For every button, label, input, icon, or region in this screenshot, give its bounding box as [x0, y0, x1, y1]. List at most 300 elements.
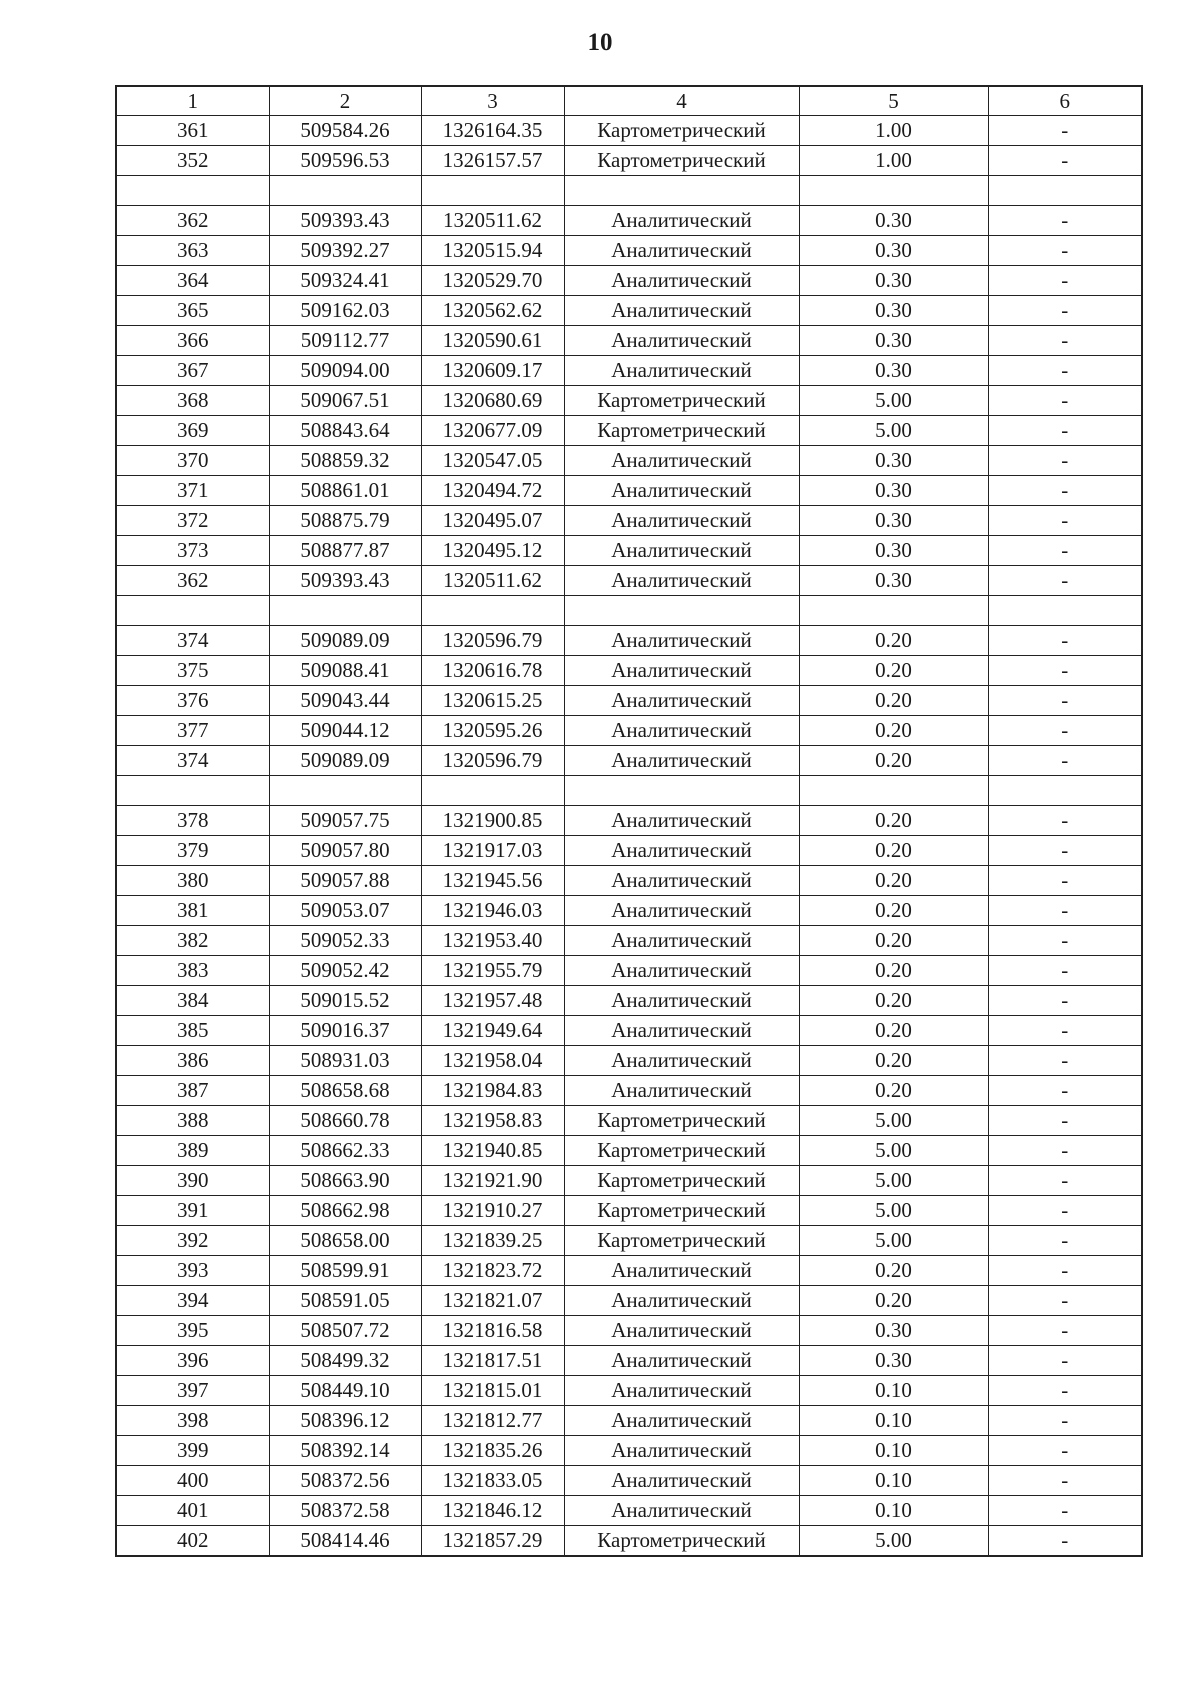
- table-cell: 384: [116, 986, 269, 1016]
- table-cell: 380: [116, 866, 269, 896]
- table-cell: 361: [116, 116, 269, 146]
- table-cell: 389: [116, 1136, 269, 1166]
- table-cell: 374: [116, 626, 269, 656]
- table-cell: -: [988, 296, 1142, 326]
- table-cell: 0.20: [799, 1016, 988, 1046]
- table-cell: -: [988, 236, 1142, 266]
- empty-cell: [116, 596, 269, 626]
- table-row: [116, 266, 1142, 296]
- table-cell: 1321945.56: [421, 866, 564, 896]
- table-cell: 508658.68: [269, 1076, 421, 1106]
- table-cell: 392: [116, 1226, 269, 1256]
- table-row: [116, 1166, 1142, 1196]
- table-cell: 0.20: [799, 686, 988, 716]
- table-cell: -: [988, 566, 1142, 596]
- table-cell: 399: [116, 1436, 269, 1466]
- table-cell: 377: [116, 716, 269, 746]
- table-cell: Аналитический: [564, 1046, 799, 1076]
- table-cell: 0.20: [799, 866, 988, 896]
- table-cell: 1321921.90: [421, 1166, 564, 1196]
- table-cell: 375: [116, 656, 269, 686]
- table-cell: Аналитический: [564, 986, 799, 1016]
- table-cell: 509089.09: [269, 626, 421, 656]
- table-cell: -: [988, 386, 1142, 416]
- table-cell: Аналитический: [564, 1016, 799, 1046]
- table-row: [116, 146, 1142, 176]
- header-cell: 5: [799, 86, 988, 116]
- table-row: [116, 1136, 1142, 1166]
- separator-row: [116, 596, 1142, 626]
- table-cell: 0.20: [799, 656, 988, 686]
- empty-cell: [564, 776, 799, 806]
- table-cell: 388: [116, 1106, 269, 1136]
- table-cell: 1320562.62: [421, 296, 564, 326]
- table-cell: -: [988, 626, 1142, 656]
- table-cell: Аналитический: [564, 266, 799, 296]
- table-cell: -: [988, 1136, 1142, 1166]
- table-cell: 381: [116, 896, 269, 926]
- table-cell: 1321821.07: [421, 1286, 564, 1316]
- table-row: [116, 296, 1142, 326]
- table-cell: 508663.90: [269, 1166, 421, 1196]
- table-cell: -: [988, 416, 1142, 446]
- table-cell: -: [988, 866, 1142, 896]
- table-row: [116, 836, 1142, 866]
- table-row: [116, 686, 1142, 716]
- table-cell: 5.00: [799, 1526, 988, 1557]
- table-cell: 365: [116, 296, 269, 326]
- table-row: [116, 1196, 1142, 1226]
- table-cell: 508599.91: [269, 1256, 421, 1286]
- table-cell: Аналитический: [564, 1406, 799, 1436]
- table-row: [116, 656, 1142, 686]
- table-cell: 1321946.03: [421, 896, 564, 926]
- table-cell: 390: [116, 1166, 269, 1196]
- table-cell: 387: [116, 1076, 269, 1106]
- table-cell: -: [988, 1466, 1142, 1496]
- table-cell: -: [988, 146, 1142, 176]
- table-row: [116, 926, 1142, 956]
- table-cell: 508372.56: [269, 1466, 421, 1496]
- table-row: [116, 1286, 1142, 1316]
- table-cell: 362: [116, 566, 269, 596]
- table-row: [116, 1046, 1142, 1076]
- table-cell: Аналитический: [564, 746, 799, 776]
- table-cell: 369: [116, 416, 269, 446]
- table-cell: 1321833.05: [421, 1466, 564, 1496]
- table-cell: 379: [116, 836, 269, 866]
- table-cell: Аналитический: [564, 926, 799, 956]
- header-cell: 1: [116, 86, 269, 116]
- table-cell: 1320495.07: [421, 506, 564, 536]
- table-cell: 1321815.01: [421, 1376, 564, 1406]
- header-cell: 4: [564, 86, 799, 116]
- table-cell: 509393.43: [269, 566, 421, 596]
- table-row: [116, 536, 1142, 566]
- table-cell: 1321823.72: [421, 1256, 564, 1286]
- table-cell: 401: [116, 1496, 269, 1526]
- table-cell: 372: [116, 506, 269, 536]
- table-cell: Аналитический: [564, 896, 799, 926]
- table-cell: 1321955.79: [421, 956, 564, 986]
- table-cell: 1321949.64: [421, 1016, 564, 1046]
- table-cell: Аналитический: [564, 686, 799, 716]
- table-cell: Картометрический: [564, 1136, 799, 1166]
- table-cell: -: [988, 1106, 1142, 1136]
- table-cell: 1321984.83: [421, 1076, 564, 1106]
- table-cell: 1320615.25: [421, 686, 564, 716]
- page-number: 10: [587, 29, 613, 56]
- table-cell: 1.00: [799, 146, 988, 176]
- table-cell: 363: [116, 236, 269, 266]
- table-cell: 1321812.77: [421, 1406, 564, 1436]
- table-cell: 1321816.58: [421, 1316, 564, 1346]
- table-cell: 0.20: [799, 986, 988, 1016]
- empty-cell: [269, 776, 421, 806]
- table-cell: 391: [116, 1196, 269, 1226]
- empty-cell: [116, 776, 269, 806]
- table-cell: 1321835.26: [421, 1436, 564, 1466]
- table-cell: 1321953.40: [421, 926, 564, 956]
- table-cell: 508859.32: [269, 446, 421, 476]
- table-cell: Картометрический: [564, 416, 799, 446]
- table-row: [116, 1316, 1142, 1346]
- table-cell: Аналитический: [564, 1496, 799, 1526]
- table-cell: 1321857.29: [421, 1526, 564, 1557]
- table-cell: Аналитический: [564, 1436, 799, 1466]
- table-cell: 400: [116, 1466, 269, 1496]
- table-cell: Картометрический: [564, 116, 799, 146]
- table-cell: 509162.03: [269, 296, 421, 326]
- table-cell: 509016.37: [269, 1016, 421, 1046]
- table-cell: 0.20: [799, 896, 988, 926]
- table-cell: 1320677.09: [421, 416, 564, 446]
- table-cell: 371: [116, 476, 269, 506]
- table-row: [116, 236, 1142, 266]
- table-cell: 508414.46: [269, 1526, 421, 1557]
- table-cell: 508499.32: [269, 1346, 421, 1376]
- table-cell: Картометрический: [564, 1106, 799, 1136]
- table-cell: 508877.87: [269, 536, 421, 566]
- table-cell: 0.20: [799, 1256, 988, 1286]
- table-cell: Аналитический: [564, 806, 799, 836]
- table-cell: 508372.58: [269, 1496, 421, 1526]
- table-cell: 367: [116, 356, 269, 386]
- table-cell: 1320596.79: [421, 746, 564, 776]
- table-cell: 0.20: [799, 746, 988, 776]
- table-cell: -: [988, 1526, 1142, 1557]
- table-cell: -: [988, 476, 1142, 506]
- table-cell: 508591.05: [269, 1286, 421, 1316]
- table-cell: 509015.52: [269, 986, 421, 1016]
- table-cell: Картометрический: [564, 1526, 799, 1557]
- table-cell: Картометрический: [564, 386, 799, 416]
- table-cell: 508875.79: [269, 506, 421, 536]
- table-cell: 0.30: [799, 536, 988, 566]
- table-cell: 1320529.70: [421, 266, 564, 296]
- table-cell: Аналитический: [564, 1076, 799, 1106]
- table-cell: Аналитический: [564, 626, 799, 656]
- table-cell: 1321958.83: [421, 1106, 564, 1136]
- table-cell: 1321900.85: [421, 806, 564, 836]
- table-cell: 362: [116, 206, 269, 236]
- table-cell: -: [988, 1436, 1142, 1466]
- table-cell: Аналитический: [564, 1376, 799, 1406]
- table-cell: 508658.00: [269, 1226, 421, 1256]
- table-row: [116, 326, 1142, 356]
- empty-cell: [269, 176, 421, 206]
- table-cell: 509088.41: [269, 656, 421, 686]
- table-cell: 1320595.26: [421, 716, 564, 746]
- table-cell: -: [988, 1406, 1142, 1436]
- table-cell: 1326164.35: [421, 116, 564, 146]
- table-cell: 0.30: [799, 206, 988, 236]
- empty-cell: [988, 596, 1142, 626]
- table-cell: -: [988, 686, 1142, 716]
- separator-row: [116, 776, 1142, 806]
- table-cell: 366: [116, 326, 269, 356]
- table-cell: 509596.53: [269, 146, 421, 176]
- table-cell: -: [988, 956, 1142, 986]
- table-cell: 0.30: [799, 446, 988, 476]
- table-cell: Аналитический: [564, 446, 799, 476]
- table-cell: 396: [116, 1346, 269, 1376]
- table-cell: -: [988, 356, 1142, 386]
- table-cell: 373: [116, 536, 269, 566]
- table-cell: 1320495.12: [421, 536, 564, 566]
- table-cell: 1320609.17: [421, 356, 564, 386]
- table-cell: 1326157.57: [421, 146, 564, 176]
- table-cell: 508449.10: [269, 1376, 421, 1406]
- table-cell: 509053.07: [269, 896, 421, 926]
- table-cell: -: [988, 1316, 1142, 1346]
- table-body: [116, 116, 1142, 1557]
- table-cell: -: [988, 986, 1142, 1016]
- table-cell: Аналитический: [564, 296, 799, 326]
- table-cell: 0.10: [799, 1376, 988, 1406]
- table-cell: 402: [116, 1526, 269, 1557]
- empty-cell: [421, 596, 564, 626]
- table-row: [116, 1226, 1142, 1256]
- table-cell: 1321957.48: [421, 986, 564, 1016]
- empty-cell: [421, 176, 564, 206]
- table-cell: 509112.77: [269, 326, 421, 356]
- table-cell: 5.00: [799, 1166, 988, 1196]
- table-cell: 0.10: [799, 1436, 988, 1466]
- table-row: [116, 416, 1142, 446]
- table-row: [116, 716, 1142, 746]
- table-row: [116, 626, 1142, 656]
- table-cell: -: [988, 1496, 1142, 1526]
- table-row: [116, 1256, 1142, 1286]
- table-cell: 0.10: [799, 1466, 988, 1496]
- table-cell: -: [988, 1346, 1142, 1376]
- table-cell: 509584.26: [269, 116, 421, 146]
- table-cell: 508843.64: [269, 416, 421, 446]
- table-cell: 508392.14: [269, 1436, 421, 1466]
- empty-cell: [799, 176, 988, 206]
- table-cell: 509089.09: [269, 746, 421, 776]
- table-cell: 508507.72: [269, 1316, 421, 1346]
- table-cell: 383: [116, 956, 269, 986]
- table-cell: 352: [116, 146, 269, 176]
- table-row: [116, 1346, 1142, 1376]
- table-cell: Аналитический: [564, 1256, 799, 1286]
- table-cell: 0.20: [799, 926, 988, 956]
- table-cell: Аналитический: [564, 356, 799, 386]
- table-cell: 0.20: [799, 836, 988, 866]
- table-cell: 382: [116, 926, 269, 956]
- table-cell: Аналитический: [564, 1346, 799, 1376]
- table-cell: -: [988, 1016, 1142, 1046]
- header-cell: 6: [988, 86, 1142, 116]
- table-cell: 1320616.78: [421, 656, 564, 686]
- table-cell: 1321846.12: [421, 1496, 564, 1526]
- table-row: [116, 1076, 1142, 1106]
- table-row: [116, 566, 1142, 596]
- table-row: [116, 1376, 1142, 1406]
- table-cell: -: [988, 1166, 1142, 1196]
- table-cell: 5.00: [799, 1106, 988, 1136]
- table-row: [116, 1496, 1142, 1526]
- table-cell: -: [988, 1256, 1142, 1286]
- header-cell: 2: [269, 86, 421, 116]
- table-cell: 5.00: [799, 386, 988, 416]
- table-cell: 0.20: [799, 1076, 988, 1106]
- table-cell: 0.30: [799, 506, 988, 536]
- table-row: [116, 746, 1142, 776]
- table-cell: 0.10: [799, 1406, 988, 1436]
- table-cell: 1320596.79: [421, 626, 564, 656]
- table-cell: -: [988, 446, 1142, 476]
- table-cell: 509052.42: [269, 956, 421, 986]
- table-row: [116, 1466, 1142, 1496]
- table-cell: Аналитический: [564, 536, 799, 566]
- table-cell: -: [988, 1286, 1142, 1316]
- table-cell: Картометрический: [564, 1196, 799, 1226]
- table-cell: 508861.01: [269, 476, 421, 506]
- table-cell: 509393.43: [269, 206, 421, 236]
- table-cell: Картометрический: [564, 1166, 799, 1196]
- empty-cell: [799, 596, 988, 626]
- table-cell: 1321917.03: [421, 836, 564, 866]
- table-cell: 5.00: [799, 416, 988, 446]
- table-cell: -: [988, 1046, 1142, 1076]
- table-cell: 395: [116, 1316, 269, 1346]
- table-cell: Аналитический: [564, 206, 799, 236]
- table-cell: 0.30: [799, 1346, 988, 1376]
- empty-cell: [564, 596, 799, 626]
- table-cell: 0.20: [799, 626, 988, 656]
- table-cell: 0.10: [799, 1496, 988, 1526]
- table-row: [116, 1016, 1142, 1046]
- table-cell: 364: [116, 266, 269, 296]
- table-cell: 0.30: [799, 1316, 988, 1346]
- table-cell: 376: [116, 686, 269, 716]
- table-cell: 509067.51: [269, 386, 421, 416]
- table-cell: 394: [116, 1286, 269, 1316]
- table-cell: 0.30: [799, 296, 988, 326]
- table-cell: 0.30: [799, 326, 988, 356]
- table-row: [116, 956, 1142, 986]
- table-cell: 5.00: [799, 1136, 988, 1166]
- table-cell: -: [988, 926, 1142, 956]
- table-row: [116, 866, 1142, 896]
- table-cell: 0.30: [799, 356, 988, 386]
- empty-cell: [988, 176, 1142, 206]
- header-cell: 3: [421, 86, 564, 116]
- table-cell: -: [988, 326, 1142, 356]
- table-cell: 509057.75: [269, 806, 421, 836]
- table-cell: -: [988, 506, 1142, 536]
- table-cell: 370: [116, 446, 269, 476]
- empty-cell: [421, 776, 564, 806]
- table-cell: 1321839.25: [421, 1226, 564, 1256]
- table-cell: -: [988, 746, 1142, 776]
- table-cell: 0.30: [799, 236, 988, 266]
- table-row: [116, 116, 1142, 146]
- table-cell: 0.20: [799, 806, 988, 836]
- table-cell: -: [988, 806, 1142, 836]
- table-row: [116, 1106, 1142, 1136]
- table-cell: 5.00: [799, 1196, 988, 1226]
- table-cell: -: [988, 116, 1142, 146]
- table-row: [116, 476, 1142, 506]
- empty-cell: [116, 176, 269, 206]
- table-cell: Аналитический: [564, 1316, 799, 1346]
- table-cell: 393: [116, 1256, 269, 1286]
- table-cell: Аналитический: [564, 656, 799, 686]
- table-cell: 508662.98: [269, 1196, 421, 1226]
- table-cell: 1320511.62: [421, 206, 564, 236]
- table-cell: 0.20: [799, 1046, 988, 1076]
- table-cell: -: [988, 266, 1142, 296]
- table-cell: 1320590.61: [421, 326, 564, 356]
- table-cell: 0.20: [799, 716, 988, 746]
- table-cell: 374: [116, 746, 269, 776]
- table-cell: Аналитический: [564, 836, 799, 866]
- table-row: [116, 386, 1142, 416]
- table-cell: 1321817.51: [421, 1346, 564, 1376]
- table-cell: -: [988, 716, 1142, 746]
- table-cell: 0.30: [799, 266, 988, 296]
- table-cell: 508396.12: [269, 1406, 421, 1436]
- table-cell: 508660.78: [269, 1106, 421, 1136]
- coordinates-table: [115, 85, 1143, 1557]
- table-cell: 509044.12: [269, 716, 421, 746]
- table-cell: Аналитический: [564, 956, 799, 986]
- table-row: [116, 986, 1142, 1016]
- table-cell: Аналитический: [564, 1466, 799, 1496]
- table-row: [116, 506, 1142, 536]
- table-cell: 1321910.27: [421, 1196, 564, 1226]
- table-cell: Картометрический: [564, 146, 799, 176]
- empty-cell: [799, 776, 988, 806]
- table-cell: 1320680.69: [421, 386, 564, 416]
- table-cell: 508931.03: [269, 1046, 421, 1076]
- table-cell: 1320494.72: [421, 476, 564, 506]
- table-cell: 1320515.94: [421, 236, 564, 266]
- header-row: [116, 86, 1142, 116]
- table-cell: Аналитический: [564, 476, 799, 506]
- table-cell: Аналитический: [564, 506, 799, 536]
- table-cell: 1.00: [799, 116, 988, 146]
- table-cell: 0.30: [799, 566, 988, 596]
- table-cell: 509057.80: [269, 836, 421, 866]
- table-cell: 0.20: [799, 956, 988, 986]
- table-cell: -: [988, 206, 1142, 236]
- table-cell: 509057.88: [269, 866, 421, 896]
